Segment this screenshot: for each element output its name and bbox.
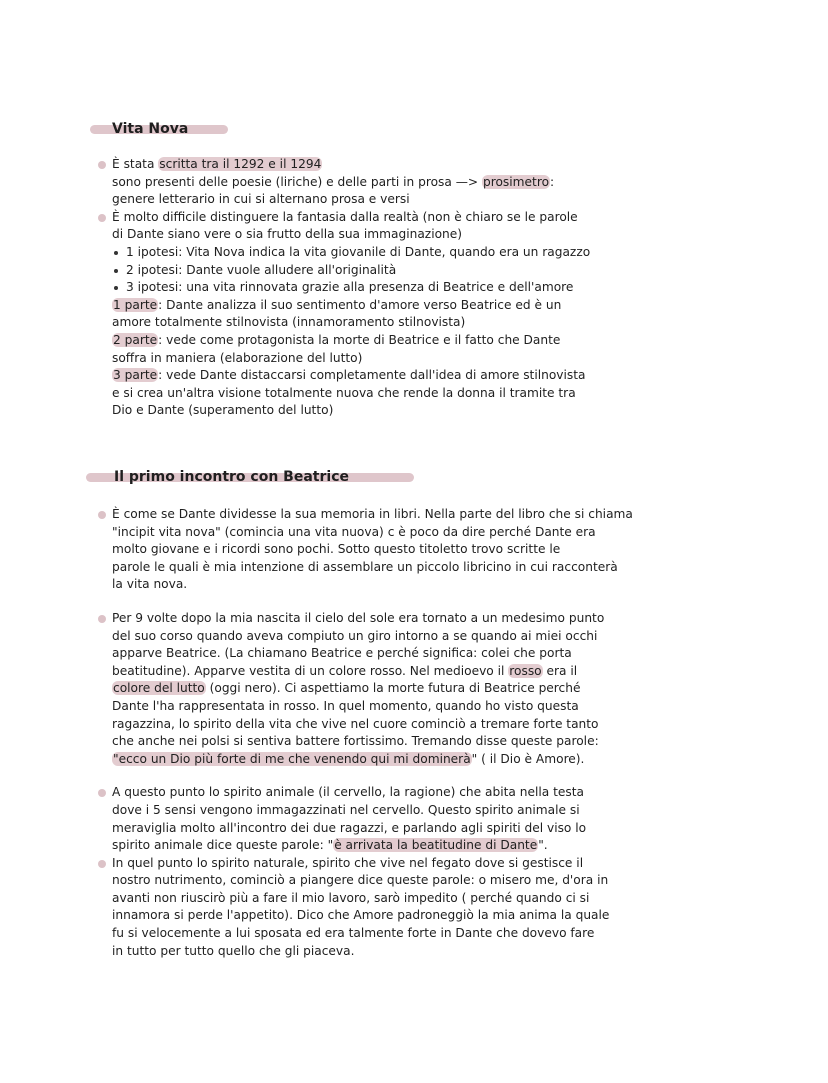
bullet-dot [98,789,106,797]
highlight-parte: 1 parte [113,297,158,312]
list-item: A questo punto lo spirito animale (il cervello, la ragione) che abita nella testa [112,784,722,802]
bullet-dot [98,161,106,169]
bullet-dot [98,860,106,868]
highlight-prosimetro: prosimetro [483,174,550,189]
section-title-vita-nova: Vita Nova [110,120,188,138]
highlight-beatitudine: è arrivata la beatitudine di Dante [334,838,538,853]
sub-item: 2 ipotesi: Dante vuole alludere all'originalità [112,262,722,280]
highlight-rosso: rosso [509,663,542,678]
list-item: In quel punto lo spirito naturale, spirito che vive nel fegato dove si gestisce il [112,855,722,873]
list-item: Per 9 volte dopo la mia nascita il cielo del sole era tornato a un medesimo punto [112,610,722,628]
highlight-parte: 3 parte [113,368,158,383]
list-item: È come se Dante dividesse la sua memoria in libri. Nella parte del libro che si chiama [112,506,722,524]
section-title-primo-incontro: Il primo incontro con Beatrice [112,468,349,486]
section2-body: È come se Dante dividesse la sua memoria in libri. Nella parte del libro che si chiama "incipit vita nova" (comincia una vita nuova) c è poco da dire perché Dante era molto giovane e i ricordi sono pochi. Sotto questo titoletto trovo scritte le parole le quali è mia intenzione di assemblare un piccolo libricino in cui racconterà la vita nova. Per 9 volte dopo la mia nascita il cielo del sole era tornato a un medesimo punto del suo corso quando aveva compiuto un giro intorno a se quando ai miei occhi apparve Beatrice. (La chiamano Beatrice e perché significa: colei che porta beatitudine). Apparve vestita di un colore rosso. Nel medioevo il rosso era il colore del lutto (oggi nero). Ci aspettiamo la morte futura di Beatrice perché Dante l'ha rappresentata in rosso. In quel momento, quando ho visto questa ragazzina, lo spirito della vita che vive nel cuore cominciò a tremare forte tanto che anche nei polsi si sentiva battere fortissimo. Tremando disse queste parole: "ecco un Dio più forte di me che venendo qui mi dominerà" ( il Dio è Amore). A questo punto lo spirito animale (il cervello, la ragione) che abita nella testa dove i 5 sensi vengono immagazzinati nel cervello. Questo spirito animale si meraviglia molto all'incontro dei due ragazzi, e parlando agli spiriti del viso lo spirito animale dice queste parole: "è arrivata la beatitudine di Dante". In quel punto lo spirito naturale, spirito che vive nel fegato dove si gestisce il nostro nutrimento, cominciò a piangere dice queste parole: o misero me, d'ora in avanti non riuscirò più a fare il mio lavoro, sarò impedito ( perché quando ci si innamora si perde l'appetito). Dico che Amore padroneggiò la mia anima la quale fu si velocemente a lui sposata ed era talmente forte in Dante che dovevo fare in tutto per tutto quello che gli piaceva. [112,506,722,960]
highlight-parte: 2 parte [113,332,158,347]
section1-body: È stata scritta tra il 1292 e il 1294 sono presenti delle poesie (liriche) e delle parti in prosa —> prosimetro: genere letterario in cui si alternano prosa e versi È molto difficile distinguere la fantasia dalla realtà (non è chiaro se le parole di Dante siano vere o sia frutto della sua immaginazione) 1 ipotesi: Vita Nova indica la vita giovanile di Dante, quando era un ragazzo 2 ipotesi: Dante vuole alludere all'originalità 3 ipotesi: una vita rinnovata grazie alla presenza di Beatrice e dell'amore 1 parte: Dante analizza il suo sentimento d'amore verso Beatrice ed è un amore totalmente stilnovista (innamoramento stilnovista) 2 parte: vede come protagonista la morte di Beatrice e il fatto che Dante soffra in maniera (elaborazione del lutto) 3 parte: vede Dante distaccarsi completamente dall'idea di amore stilnovista e si crea un'altra visione totalmente nuova che rende la donna il tramite tra Dio e Dante (superamento del lutto) [112,156,722,420]
sub-item: 1 ipotesi: Vita Nova indica la vita giovanile di Dante, quando era un ragazzo [112,244,722,262]
sub-item: 3 ipotesi: una vita rinnovata grazie alla presenza di Beatrice e dell'amore [112,279,722,297]
highlight: scritta tra il 1292 e il 1294 [159,157,322,171]
bullet-dot [98,214,106,222]
list-item: È molto difficile distinguere la fantasia dalla realtà (non è chiaro se le parole [112,209,722,227]
list-item: È stata scritta tra il 1292 e il 1294 [112,156,722,174]
sub-bullet [114,269,118,273]
bullet-dot [98,511,106,519]
sub-bullet [114,286,118,290]
highlight-quote: "ecco un Dio più forte di me che venendo qui mi dominerà [113,751,471,766]
highlight-colore-lutto: colore del lutto [113,681,205,696]
bullet-dot [98,615,106,623]
sub-bullet [114,251,118,255]
